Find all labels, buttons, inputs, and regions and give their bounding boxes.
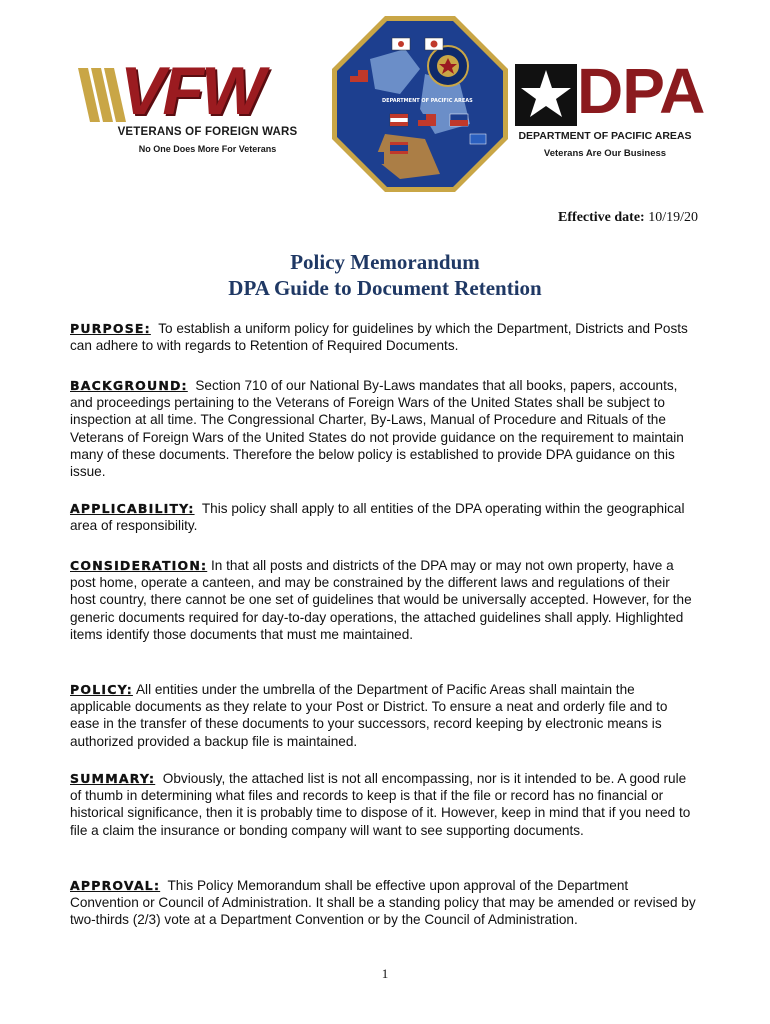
dpa-logo (515, 55, 705, 170)
policy-text: All entities under the umbrella of the Department of Pacific Areas shall maintain the applicable documents as they relate to your Post or District. To ensure a neat and orderly file and to ease in the transfer of these documents to your successors, record keeping by electronic means is authorized provided a backup file is maintained. (70, 682, 668, 749)
dpa-wordmark: DPA (577, 55, 705, 127)
purpose-label: PURPOSE: (70, 321, 151, 336)
consideration-text: In that all posts and districts of the DPA may or may not own property, have a post home, operate a canteen, and may be constrained by the different laws and regulations of their host country, there cannot be one set of guidelines that would be universally accepted. However, for the generic documents required for day-to-day operations, the attached guidelines shall apply. Highlighted items identify those documents that must me maintained. (70, 558, 692, 642)
summary-section (70, 770, 698, 839)
vfw-wordmark: VFW (120, 53, 263, 129)
memo-subtitle: DPA Guide to Document Retention (228, 276, 542, 300)
dpa-tagline: Veterans Are Our Business (543, 148, 667, 159)
consideration-section (70, 557, 698, 643)
background-label: BACKGROUND: (70, 378, 188, 393)
svg-text:DEPARTMENT OF PACIFIC AREAS: DEPARTMENT OF PACIFIC AREAS (382, 98, 473, 104)
purpose-text: To establish a uniform policy for guidelines by which the Department, Districts and Posts can adhere to with regards to Retention of Required Documents. (70, 321, 688, 354)
vfw-name: VETERANS OF FOREIGN WARS (117, 126, 298, 138)
applicability-label: APPLICABILITY: (70, 501, 195, 516)
applicability-text: This policy shall apply to all entities of the DPA operating within the geographical area of responsibility. (70, 501, 685, 534)
approval-text: This Policy Memorandum shall be effective upon approval of the Department Convention or Council of Administration. It shall be a standing policy that may be amended or revised by two-thirds (2/3) vote at a Department Convention or by the Council of Administration. (70, 878, 696, 928)
star-icon (515, 60, 585, 130)
effective-date-value: 10/19/20 (648, 210, 698, 225)
summary-text: Obviously, the attached list is not all encompassing, nor is it intended to be. A good rule of thumb in determining what files and records to keep is that if the file or record has no financial or historical significance, then it is probably time to dispose of it. However, keep in mind that if you need to file a claim the insurance or bonding company will want to see supporting documents. (70, 771, 691, 838)
effective-date (558, 210, 698, 226)
summary-label: SUMMARY: (70, 771, 156, 786)
background-text: Section 710 of our National By-Laws mandates that all books, papers, accounts, and proceedings pertaining to the Veterans of Foreign Wars of the United States shall be subject to inspection at all time. The Congressional Charter, By-Laws, Manual of Procedure and Rituals of the Veterans of Foreign Wars of the United States do not provide guidance on the requirement to maintain many of these documents. Therefore the below policy is established to provide DPA guidance on this issue. (70, 378, 684, 480)
approval-label: APPROVAL: (70, 878, 161, 893)
effective-date-label: Effective date: (558, 210, 645, 225)
vfw-tagline: No One Does More For Veterans (138, 144, 277, 154)
applicability-section (70, 500, 698, 534)
policy-section (70, 681, 698, 750)
policy-label: POLICY: (70, 682, 133, 697)
vfw-logo (78, 53, 313, 160)
approval-section (70, 877, 698, 929)
consideration-label: CONSIDERATION: (70, 558, 208, 573)
background-section (70, 377, 698, 480)
page-number: 1 (381, 966, 389, 981)
purpose-section (70, 320, 698, 354)
department-seal-icon (330, 14, 510, 194)
memo-title: Policy Memorandum (290, 250, 480, 274)
dpa-name: DEPARTMENT OF PACIFIC AREAS (518, 130, 692, 142)
